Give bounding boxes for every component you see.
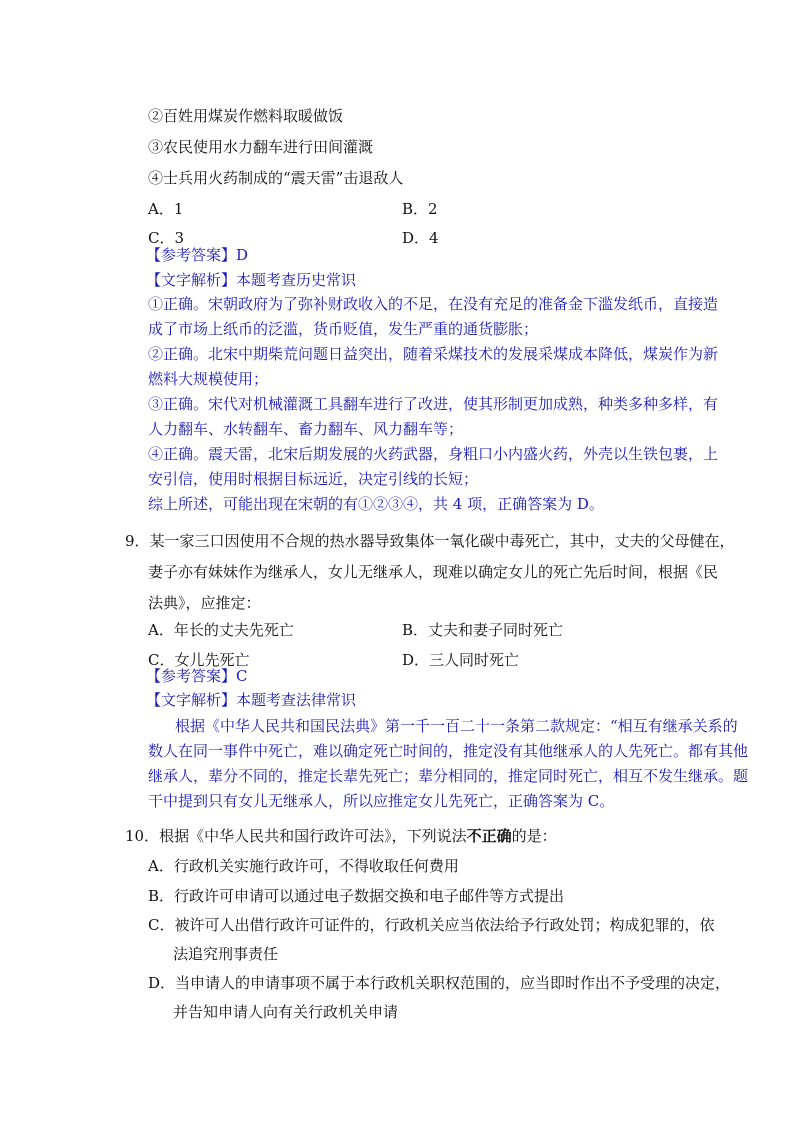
q10-option-c-cont: 法追究刑事责任 — [173, 945, 279, 963]
q8-analysis-line: ②正确。北宋中期柴荒问题日益突出，随着采煤技术的发展采煤成本降低，煤炭作为新 — [148, 345, 719, 363]
q9-stem-line: 妻子亦有妹妹作为继承人，女儿无继承人，现难以确定女儿的死亡先后时间，根据《民 — [148, 563, 719, 581]
q10-option-a: A．行政机关实施行政许可，不得收取任何费用 — [148, 857, 459, 875]
q9-option-c: C．女儿先死亡 — [148, 651, 250, 669]
answer-label: 【参考答案】 — [146, 246, 237, 264]
q8-analysis-line: 成了市场上纸币的泛滥，货币贬值，发生严重的通货膨胀； — [148, 320, 539, 338]
q8-option-d: D．4 — [402, 229, 439, 247]
q9-analysis-heading — [146, 690, 356, 710]
q10-stem — [125, 826, 557, 846]
q8-analysis-line: 人力翻车、水转翻车、畜力翻车、风力翻车等； — [148, 420, 464, 438]
q8-option-a: A．1 — [148, 200, 184, 218]
q9-answer — [146, 666, 248, 686]
q9-analysis-line: 继承人，辈分不同的，推定长辈先死亡；辈分相同的，推定同时死亡，相互不发生继承。题 — [148, 767, 749, 785]
answer-label: 【参考答案】 — [146, 667, 237, 685]
q9-analysis-line: 干中提到只有女儿无继承人，所以应推定女儿先死亡，正确答案为 C。 — [148, 792, 615, 810]
q8-analysis-line: 燃料大规模使用； — [148, 370, 269, 388]
q8-item-4: ④士兵用火药制成的“震天雷”击退敌人 — [148, 169, 404, 187]
q8-option-c: C．3 — [148, 229, 185, 247]
q10-option-b: B．行政许可申请可以通过电子数据交换和电子邮件等方式提出 — [148, 887, 565, 905]
q8-analysis-heading — [146, 270, 356, 290]
q8-item-3: ③农民使用水力翻车进行田间灌溉 — [148, 138, 374, 156]
q8-analysis-summary: 综上所述，可能出现在宋朝的有①②③④，共 4 项，正确答案为 D。 — [148, 495, 604, 513]
q10-option-d-cont: 并告知申请人向有关行政机关申请 — [173, 1003, 399, 1021]
analysis-intro: 本题考查法律常识 — [236, 691, 357, 709]
q8-analysis-line: ④正确。震天雷，北宋后期发展的火药武器，身粗口小内盛火药，外壳以生铁包裹，上 — [148, 445, 719, 463]
analysis-intro: 本题考查历史常识 — [236, 271, 357, 289]
q8-item-2: ②百姓用煤炭作燃料取暖做饭 — [148, 107, 344, 125]
analysis-label: 【文字解析】 — [146, 271, 237, 289]
q10-option-c: C．被许可人出借行政许可证件的，行政机关应当依法给予行政处罚；构成犯罪的，依 — [148, 916, 715, 934]
q9-option-b: B．丈夫和妻子同时死亡 — [402, 621, 564, 639]
q9-analysis-line: 数人在同一事件中死亡，难以确定死亡时间的，推定没有其他继承人的人先死亡。都有其他 — [148, 742, 749, 760]
q9-stem-line: 法典》，应推定： — [148, 594, 261, 612]
q9-option-a: A．年长的丈夫先死亡 — [148, 621, 294, 639]
answer-value: C — [236, 667, 248, 685]
q10-stem-emphasis: 不正确 — [466, 827, 512, 845]
q8-analysis-line: ①正确。宋朝政府为了弥补财政收入的不足，在没有充足的准备金下滥发纸币，直接造 — [148, 295, 719, 313]
q8-option-b: B．2 — [402, 200, 438, 218]
q10-stem-prefix: 10．根据《中华人民共和国行政许可法》，下列说法 — [125, 827, 467, 845]
q8-analysis-line: 安引信，使用时根据目标远近，决定引线的长短； — [148, 470, 479, 488]
q10-option-d: D．当申请人的申请事项不属于本行政机关职权范围的，应当即时作出不予受理的决定， — [148, 974, 731, 992]
q9-option-d: D．三人同时死亡 — [402, 651, 520, 669]
q8-analysis-line: ③正确。宋代对机械灌溉工具翻车进行了改进，使其形制更加成熟，种类多种多样，有 — [148, 395, 719, 413]
q9-stem-line: 9．某一家三口因使用不合规的热水器导致集体一氧化碳中毒死亡，其中，丈夫的父母健在， — [125, 532, 735, 550]
analysis-label: 【文字解析】 — [146, 691, 237, 709]
q9-analysis-line: 根据《中华人民共和国民法典》第一千一百二十一条第二款规定：“相互有继承关系的 — [175, 717, 738, 735]
answer-value: D — [236, 246, 249, 264]
q8-answer — [146, 245, 248, 265]
q10-stem-suffix: 的是： — [511, 827, 557, 845]
